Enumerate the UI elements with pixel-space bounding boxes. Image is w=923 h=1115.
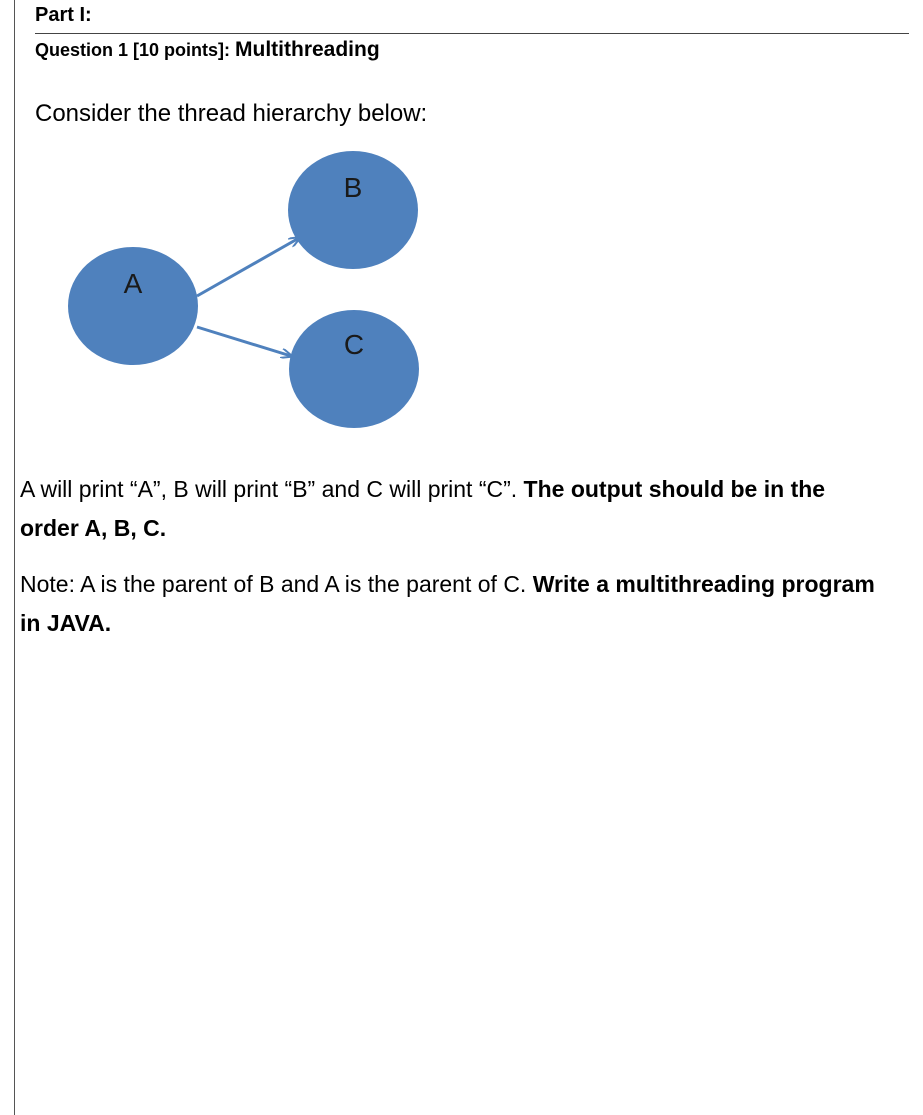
part-title: Part I: <box>35 4 92 26</box>
edge-a-to-b <box>197 238 299 296</box>
paragraph-output-order <box>20 470 880 548</box>
edge-a-to-c <box>197 327 291 356</box>
paragraph2-emphasis: Write a multithreading program in JAVA. <box>20 571 875 636</box>
paragraph-note <box>20 565 880 643</box>
paragraph2-text: Note: A is the parent of B and A is the parent of C. <box>20 571 533 597</box>
node-b <box>288 151 418 269</box>
node-c <box>289 310 419 428</box>
intro-text: Consider the thread hierarchy below: <box>35 100 428 127</box>
question-prefix: Question 1 [10 points]: <box>35 40 236 60</box>
thread-hierarchy-diagram <box>0 0 923 460</box>
question-topic: Multithreading <box>235 38 380 61</box>
node-a-label: A <box>123 268 143 299</box>
node-c-label: C <box>343 329 365 360</box>
node-a <box>68 247 198 365</box>
paragraph1-emphasis: The output should be in the order A, B, C. <box>20 476 826 541</box>
paragraph1-text: A will print “A”, B will print “B” and C will print “C”. <box>20 476 524 502</box>
node-b-label: B <box>343 172 363 203</box>
